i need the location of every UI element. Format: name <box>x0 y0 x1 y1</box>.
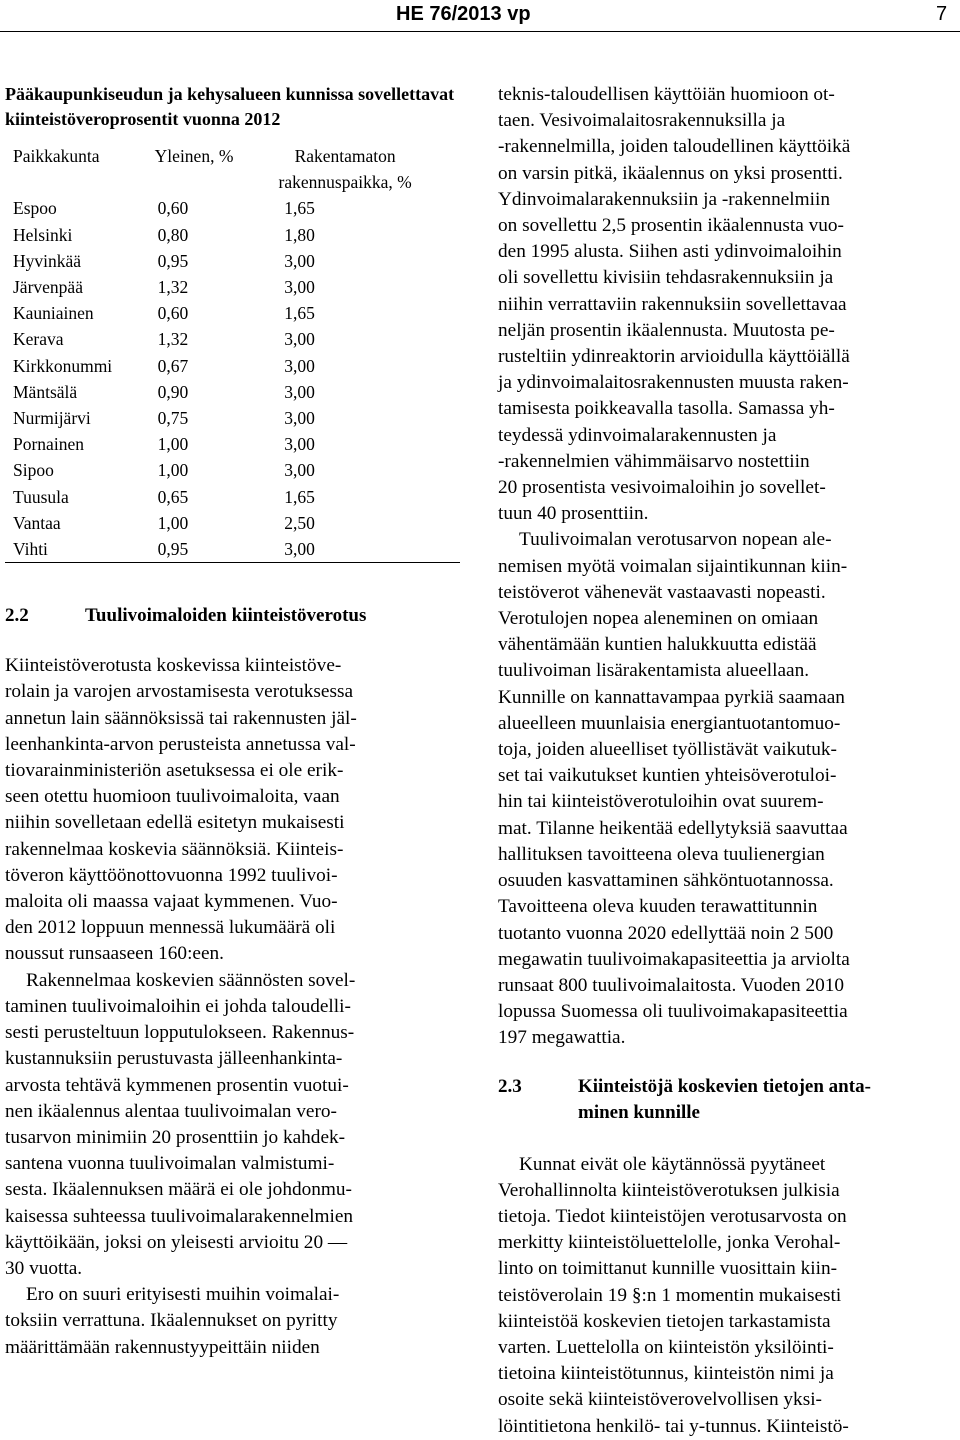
cell-municipality: Kirkkonummi <box>13 355 113 376</box>
page-number: 7 <box>936 3 948 25</box>
table-row <box>5 510 460 536</box>
cell-municipality: Kauniainen <box>13 303 94 324</box>
cell-general-rate: 0,75 <box>157 408 189 429</box>
table-row <box>5 353 460 379</box>
cell-general-rate: 1,32 <box>157 277 189 298</box>
paragraph: Kiinteistöverotusta koskevissa kiinteistöve- rolain ja varojen arvostamisesta verotuksessa annetun lain säännöksissä tai rakennusten jäl- leenhankinta-arvon perusteista annetussa val- tiovarainministeriön asetuksessa ei ole erik- seen otettu huomioon tuulivoimaloita, vaan niihin sovelletaan edellä esitetyn mukaisesti rakennelmaa koskevia säännöksiä. Kiinteis- töveron käyttöönottovuonna 1992 tuulivoi- maloita oli maassa vajaat kymmenen. Vuo- den 2012 loppuun mennessä lukumäärä oli noussut runsaaseen 160:een. <box>5 655 357 965</box>
paragraph: Ero on suuri erityisesti muihin voimalai- toksiin verrattuna. Ikäalennukset on pyritty määrittämään rakennustyypeittäin niiden <box>5 1284 340 1358</box>
table-row <box>5 536 460 563</box>
page-header <box>0 0 960 30</box>
cell-municipality: Tuusula <box>13 486 69 507</box>
table-row <box>5 222 460 248</box>
cell-general-rate: 0,95 <box>157 250 189 271</box>
section-heading-2-2 <box>5 603 465 629</box>
column-header-municipality: Paikkakunta <box>13 146 100 166</box>
table-body <box>5 195 460 562</box>
cell-unbuilt-site-rate: 2,50 <box>284 512 315 533</box>
cell-municipality: Pornainen <box>13 434 84 455</box>
cell-general-rate: 0,95 <box>155 536 271 563</box>
cell-municipality: Järvenpää <box>13 277 83 298</box>
cell-unbuilt-site-rate: 1,65 <box>284 303 315 324</box>
table-row <box>5 248 460 274</box>
cell-general-rate: 0,90 <box>157 381 189 402</box>
cell-municipality: Sipoo <box>13 460 54 481</box>
cell-general-rate: 0,67 <box>157 355 189 376</box>
cell-municipality: Helsinki <box>13 224 73 245</box>
cell-general-rate: 0,65 <box>157 486 189 507</box>
cell-general-rate: 0,60 <box>157 198 189 219</box>
cell-municipality: Mäntsälä <box>13 381 78 402</box>
table-row <box>5 326 460 352</box>
table-row <box>5 457 460 483</box>
cell-unbuilt-site-rate: 3,00 <box>284 355 315 376</box>
cell-municipality: Espoo <box>13 198 57 219</box>
table-row <box>5 300 460 326</box>
table-row <box>5 195 460 221</box>
table-header-row <box>5 143 460 195</box>
left-column <box>5 82 465 1361</box>
cell-general-rate: 0,80 <box>157 224 189 245</box>
section-number: 2.3 <box>498 1075 522 1097</box>
paragraph: Tuulivoimalan verotusarvon nopean ale- nemisen myötä voimalan sijaintikunnan kiin- teistöverot vähenevät vastaavasti nopeasti. Verotulojen nopea aleneminen on omiaan vähentämään kuntien halukkuutta edistää tuulivoiman lisärakentamista alueellaan. Kunnille on kannattavampaa pyrkiä saamaan alueelleen muunlaisia energiantuotantomuo- toja, joiden alueelliset työllistävät vaikutuk- set tai vaikutukset kuntien yhteisöverotuloi- hin tai kiinteistöverotuloihin ovat suurem- mat. Tilanne heikentää edellytyksiä saavuttaa hallituksen tavoitteena oleva tuulienergian osuuden kasvattaminen sähköntuotannossa. Tavoitteena oleva kuuden terawattitunnin tuotanto vuonna 2020 edellyttää noin 2 500 megawatin tuulivoimakapasiteettia ja arviolta runsaat 800 tuulivoimalaitosta. Vuoden 2010 lopussa Suomessa oli tuulivoimakapasiteettia 197 megawattia. <box>498 529 850 1049</box>
cell-unbuilt-site-rate: 3,00 <box>284 460 315 481</box>
table-row <box>5 484 460 510</box>
paragraph: Rakennelmaa koskevien säännösten sovel- taminen tuulivoimaloihin ei johda taloudelli- sesti perusteltuun lopputulokseen. Rakennus- kustannuksiin perustuvasta jälleenhankinta- arvosta tehtävä kymmenen prosentin vuotui- nen ikäalennus alentaa tuulivoimalan vero- tusarvon minimiin 20 prosenttiin jo kahdek- santena vuonna tuulivoimalan valmistumi- sesta. Ikäalennuksen määrä ei ole johdonmu- kaisessa suhteessa tuulivoimalarakennelmien käyttöikään, joksi on yleisesti arvioitu 20 — 30 vuotta. <box>5 969 356 1279</box>
cell-unbuilt-site-rate: 1,65 <box>284 198 315 219</box>
column-header-unbuilt-site-rate: Rakentamaton rakennuspaikka, % <box>278 146 412 193</box>
section-number: 2.2 <box>5 605 29 627</box>
tax-rate-table <box>5 143 460 563</box>
cell-general-rate: 1,00 <box>157 434 189 455</box>
cell-municipality: Kerava <box>13 329 64 350</box>
cell-municipality: Vihti <box>5 536 155 563</box>
paragraph: Kunnat eivät ole käytännössä pyytäneet Verohallinnolta kiinteistöverotuksen julkisia tietoja. Tiedot kiinteistöjen verotusarvosta on merkitty kiinteistöluettelolle, jonka Verohal- linto on toimittanut kunnille vuosittain kiin- teistöverolain 19 §:n 1 momentin mukaisesti kiinteistöä koskevien tietojen tarkastamista varten. Luettelolla on kiinteistön yksilöinti- tietoina kiinteistötunnus, kiinteistön nimi ja osoite sekä kiinteistöverovelvollisen yksi- löintitietona henkilö- tai y-tunnus. Kiinteistö- <box>498 1153 849 1437</box>
cell-unbuilt-site-rate: 3,00 <box>270 536 460 563</box>
cell-municipality: Nurmijärvi <box>13 408 91 429</box>
cell-unbuilt-site-rate: 1,65 <box>284 486 315 507</box>
document-id: HE 76/2013 vp <box>396 3 531 25</box>
table-row <box>5 431 460 457</box>
column-header-general-rate: Yleinen, % <box>154 146 234 166</box>
cell-general-rate: 0,60 <box>157 303 189 324</box>
right-column <box>498 82 960 1440</box>
cell-unbuilt-site-rate: 3,00 <box>284 250 315 271</box>
cell-unbuilt-site-rate: 3,00 <box>284 277 315 298</box>
cell-general-rate: 1,32 <box>157 329 189 350</box>
section-heading-2-3 <box>498 1074 960 1126</box>
cell-general-rate: 1,00 <box>157 512 189 533</box>
cell-unbuilt-site-rate: 3,00 <box>284 408 315 429</box>
cell-unbuilt-site-rate: 3,00 <box>284 381 315 402</box>
cell-municipality: Vantaa <box>13 512 61 533</box>
section-title: Kiinteistöjä koskevien tietojen anta- minen kunnille <box>578 1075 871 1123</box>
header-divider <box>0 31 960 32</box>
table-row <box>5 274 460 300</box>
cell-general-rate: 1,00 <box>157 460 189 481</box>
cell-unbuilt-site-rate: 1,80 <box>284 224 315 245</box>
table-row <box>5 379 460 405</box>
cell-unbuilt-site-rate: 3,00 <box>284 434 315 455</box>
cell-municipality: Hyvinkää <box>13 250 82 271</box>
table-row <box>5 405 460 431</box>
cell-unbuilt-site-rate: 3,00 <box>284 329 315 350</box>
table-title: Pääkaupunkiseudun ja kehysalueen kunnissa sovellettavat kiinteistöveroprosentit vuonna 2012 <box>5 84 455 129</box>
paragraph: teknis-taloudellisen käyttöiän huomioon ot- taen. Vesivoimalaitosrakennuksilla ja -rakennelmilla, joiden taloudellinen käyttöikä on varsin pitkä, ikäalennus on yksi prosentti. Ydinvoimalarakennuksiin ja -rakennelmiin on sovellettu 2,5 prosentin ikäalennusta vuo- den 1995 alusta. Siihen asti ydinvoimaloihin oli sovellettu kivisiin tehdasrakennuksiin ja niihin verrattaviin rakennuksiin sovellettavaa neljän prosentin ikäalennusta. Muutosta pe- rusteltiin ydinreaktorin arvioidulla käyttöiällä ja ydinvoimalaitosrakennusten muusta raken- tamisesta poikkeavalla tasolla. Samassa yh- teydessä ydinvoimalarakennusten ja -rakennelmien vähimmäisarvo nostettiin 20 prosentista vesivoimaloihin jo sovellet- tuun 40 prosenttiin. <box>498 84 851 525</box>
section-title: Tuulivoimaloiden kiinteistöverotus <box>85 605 367 627</box>
